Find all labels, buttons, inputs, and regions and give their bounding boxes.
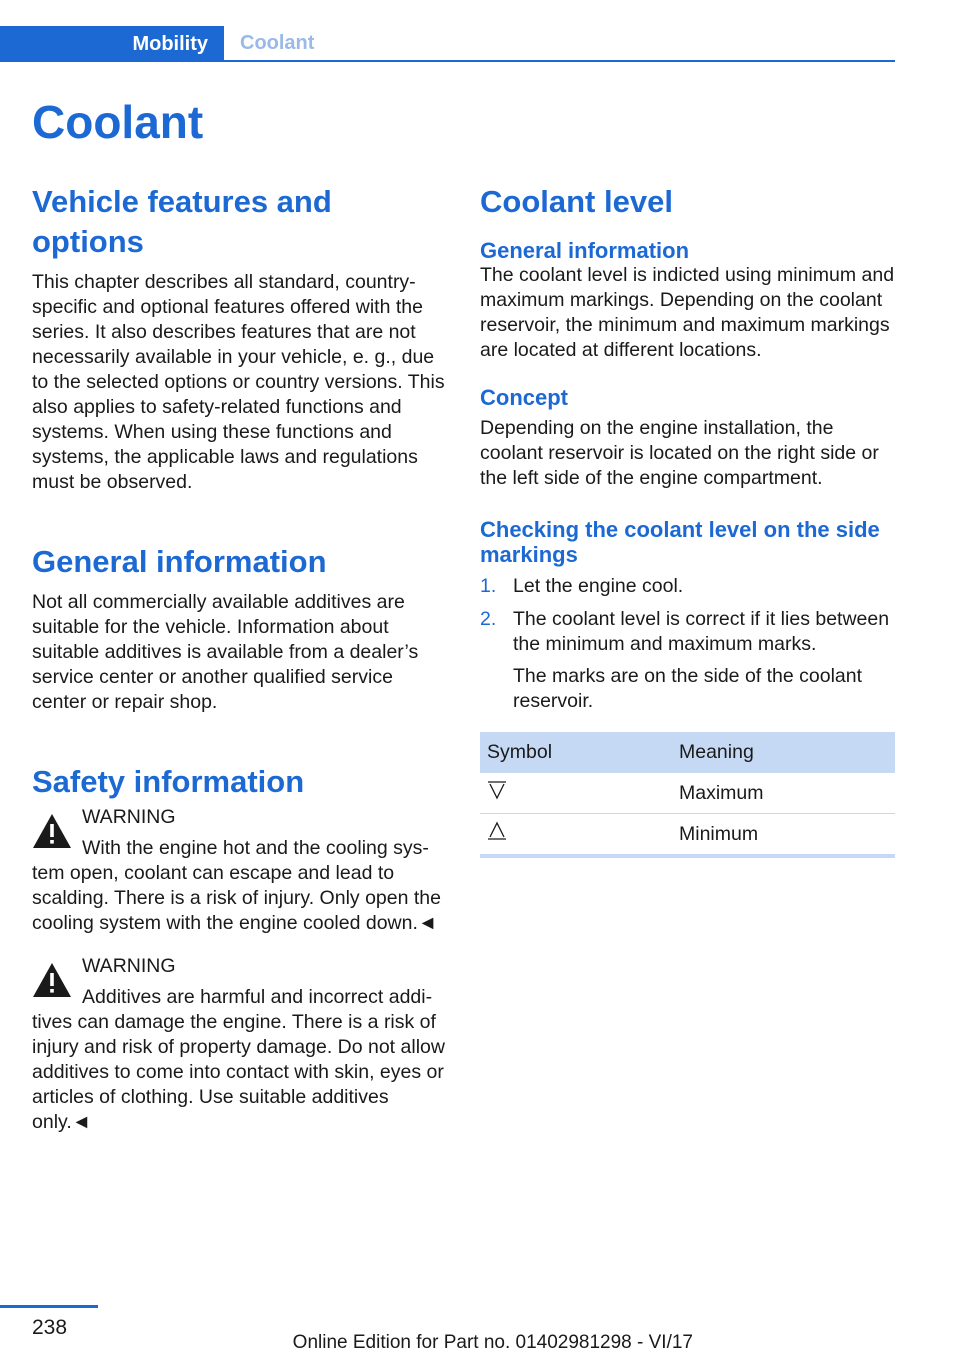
step-text: The coolant level is correct if it lies between the minimum and maximum marks. — [513, 608, 890, 655]
step-note: The marks are on the side of the coolant reservoir. — [513, 665, 863, 712]
heading-checking-coolant: Checking the coolant level on the side markings — [480, 517, 880, 567]
table-row — [480, 773, 895, 814]
left-column — [32, 182, 450, 1135]
heading-safety-information: Safety information — [32, 764, 305, 799]
symbol-table — [480, 732, 895, 858]
header-rule — [0, 60, 895, 62]
footer-edition: Online Edition for Part no. 01402981298 - VI/17 — [292, 1332, 693, 1353]
tab-mobility[interactable]: Mobility — [0, 26, 224, 62]
heading-general-information: General information — [32, 544, 327, 579]
warning-triangle-icon — [32, 962, 72, 998]
symbol-cell — [480, 814, 672, 857]
heading-coolant-level: Coolant level — [480, 184, 673, 219]
page-number: 238 — [32, 1316, 68, 1339]
tab-coolant[interactable]: Coolant — [240, 31, 315, 54]
coolant-general-text: The coolant level is indicted using minimum and maximum markings. Depending on the coolant reservoir, the minimum and maximum markings are located at different locations. — [480, 264, 895, 361]
max-mark-icon — [487, 780, 507, 800]
checking-steps — [480, 574, 895, 714]
meaning-cell: Maximum — [672, 773, 895, 814]
warning-label: WARNING — [82, 806, 176, 828]
column-header-meaning: Meaning — [672, 732, 895, 773]
page-title: Coolant — [32, 96, 204, 148]
warning-text-rest: tem open, coolant can escape and lead to scalding. There is a risk of injury. Only open the cooling system with the engine cooled down.◄ — [32, 862, 441, 934]
column-header-symbol: Symbol — [480, 732, 672, 773]
table-header-row — [480, 732, 895, 773]
header-bar — [0, 26, 895, 62]
warning-label: WARNING — [82, 955, 176, 977]
heading-concept: Concept — [480, 385, 568, 410]
vehicle-features-text: This chapter describes all standard, country-specific and optional features offered with the series. It also describes features that are not necessarily available in your vehicle, e. g., due to the selected options or country versions. This also applies to safety-related functions and systems. When using these functions and systems, the applicable laws and regulations must be observed. — [32, 271, 445, 493]
warning-block-1 — [32, 805, 450, 936]
warning-triangle-icon — [32, 813, 72, 849]
heading-general-information-right: General information — [480, 238, 690, 263]
heading-vehicle-features: Vehicle features and options — [32, 184, 332, 259]
step-number: 2. — [480, 608, 497, 630]
table-row — [480, 814, 895, 857]
warning-text-rest: tives can damage the engine. There is a risk of injury and risk of property damage. Do not allow additives to come into contact with skin, eyes or articles of clothing. Use suitable additives only.◄ — [32, 1011, 445, 1133]
general-information-text: Not all commercially available additives are suitable for the vehicle. Information about suitable additives is available from a dealer’s service center or another qualified service center or repair shop. — [32, 591, 419, 713]
warning-text-first: Additives are harmful and incorrect addi- — [82, 986, 433, 1008]
warning-text-first: With the engine hot and the cooling sys- — [82, 837, 429, 859]
symbol-cell — [480, 773, 672, 814]
meaning-cell: Minimum — [672, 814, 895, 857]
warning-block-2 — [32, 954, 450, 1135]
right-column — [480, 182, 895, 858]
footer-rule — [0, 1305, 98, 1308]
list-item — [480, 607, 895, 714]
step-text: Let the engine cool. — [513, 575, 684, 597]
step-number: 1. — [480, 575, 497, 597]
concept-text: Depending on the engine installation, the coolant reservoir is located on the right side or the left side of the engine compartment. — [480, 417, 879, 489]
min-mark-icon — [487, 821, 507, 841]
list-item — [480, 574, 895, 599]
